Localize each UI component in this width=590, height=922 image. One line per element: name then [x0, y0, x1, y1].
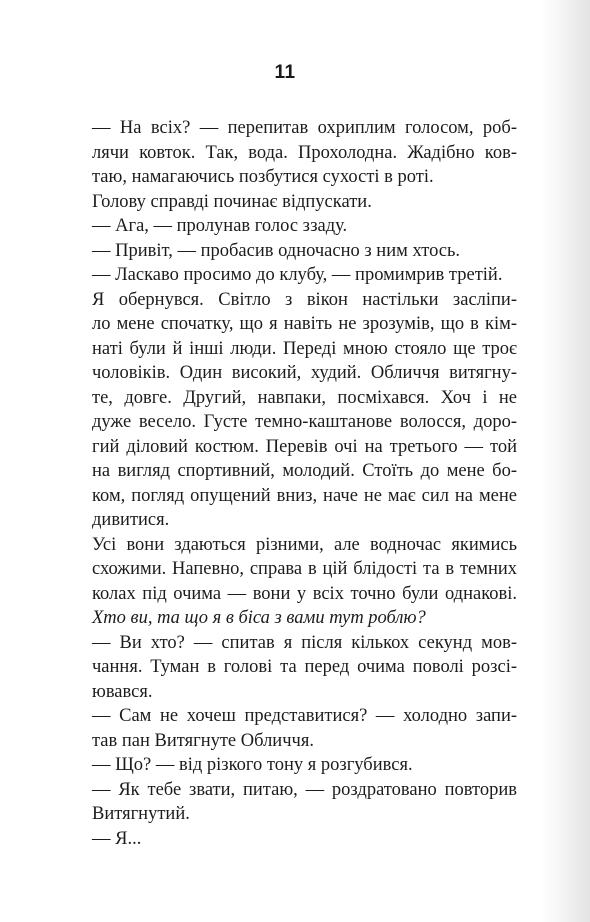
text-line: ком, погляд опущений вниз, наче не має сил на мене [92, 485, 517, 506]
text-line: колах під очима — вони у всіх точно були однакові. [92, 583, 517, 604]
text-line: — Привіт, — пробасив одночасно з ним хтось. [92, 240, 461, 261]
text-line: схожими. Напевно, справа в цій блідості та в темних [92, 559, 517, 579]
text-line: тав пан Витягнуте Обличчя. [92, 730, 314, 751]
text-line: дуже весело. Густе темно-каштанове волосся, доро- [92, 412, 517, 432]
text-line: чання. Туман в голові та перед очима поволі розсі- [92, 657, 517, 677]
text-line: — Ласкаво просимо до клубу, — промимрив третій. [92, 265, 503, 285]
text-line: лячи ковток. Так, вода. Прохолодна. Жадібно ков- [92, 142, 517, 163]
page-body-text [92, 116, 517, 851]
text-line: наті були й інші люди. Переді мною стояло ще троє [92, 338, 517, 359]
text-line: — Як тебе звати, питаю, — роздратовано повторив [92, 779, 517, 800]
text-line: — Сам не хочеш представитися? — холодно запи- [92, 706, 517, 726]
text-line: Я обернувся. Світло з вікон настільки засліпи- [92, 289, 517, 310]
text-line: Хто ви, та що я в біса з вами тут роблю? [92, 608, 426, 628]
text-line: — Що? — від різкого тону я розгубився. [92, 755, 413, 775]
text-line: Голову справді починає відпускати. [92, 191, 372, 212]
text-line: — Я... [92, 828, 142, 849]
text-line: гий діловий костюм. Перевів очі на третього — той [92, 436, 517, 457]
text-line: ювався. [92, 681, 153, 702]
text-line: — На всіх? — перепитав охриплим голосом, роб- [92, 118, 517, 138]
text-line: таю, намагаючись позбутися сухості в роті. [92, 167, 434, 187]
text-line: на вигляд спортивний, молодий. Стоїть до мене бо- [92, 461, 517, 481]
text-line: дивитися. [92, 510, 170, 530]
text-line: ло мене спочатку, що я навіть не зрозумів, що в кім- [92, 314, 517, 334]
text-line: — Ви хто? — спитав я після кількох секунд мов- [92, 632, 517, 653]
text-line: — Ага, — пролунав голос ззаду. [92, 216, 348, 236]
text-line: те, довге. Другий, навпаки, посміхався. Хоч і не [92, 387, 517, 408]
text-line: Усі вони здаються різними, але водночас якимись [92, 534, 517, 555]
text-line: Витягнутий. [92, 804, 190, 824]
text-line: чоловіків. Один високий, худий. Обличчя витягну- [92, 363, 517, 383]
page-number: 11 [274, 62, 296, 83]
